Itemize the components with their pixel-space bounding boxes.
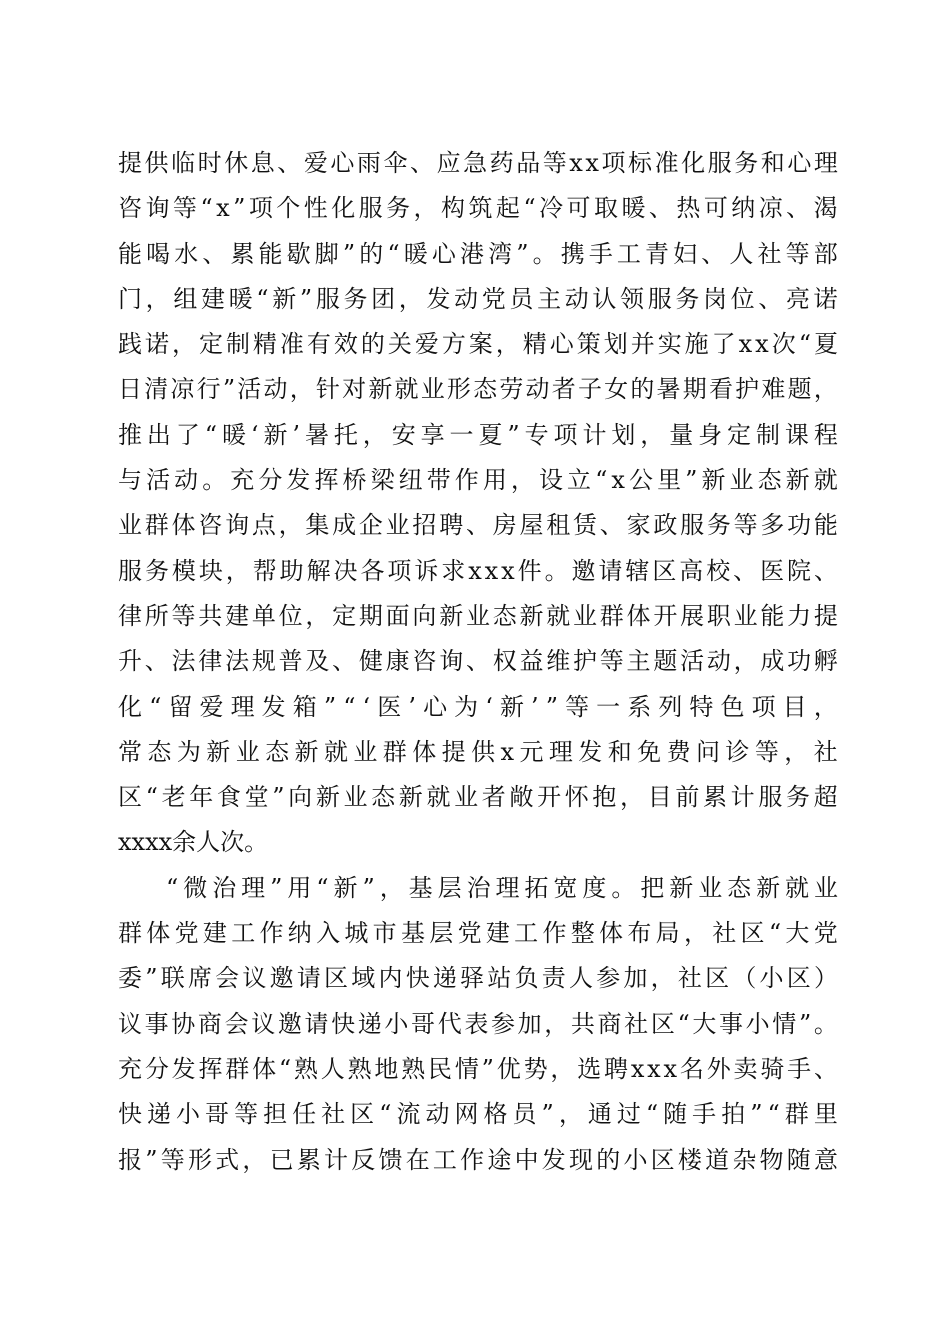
text-line: 快 递 小 哥 等 担 任 社 区 “ 流 动 网 格 员 ” ， 通 过 “ 随 手 拍 ” “ 群 里 (118, 1100, 838, 1129)
text-line: 提 供 临 时 休 息 、 爱 心 雨 伞 、 应 急 药 品 等 x x 项 标 准 化 服 务 和 心 理 (118, 149, 838, 177)
paragraph-heading-line: “ 微 治 理 ” 用 “ 新 ” ， 基 层 治 理 拓 宽 度 。 把 新 业 态 新 就 业 (166, 873, 838, 902)
text-line: 群 体 党 建 工 作 纳 入 城 市 基 层 党 建 工 作 整 体 布 局 ， 社 区 “ 大 党 (118, 919, 838, 948)
text-line: 升 、 法 律 法 规 普 及 、 健 康 咨 询 、 权 益 维 护 等 主 题 活 动 ， 成 功 孵 (118, 647, 838, 676)
text-line: 委 ” 联 席 会 议 邀 请 区 域 内 快 递 驿 站 负 责 人 参 加 ， 社 区 （ 小 区 ） (118, 964, 838, 993)
text-line: 充 分 发 挥 群 体 “ 熟 人 熟 地 熟 民 情 ” 优 势 ， 选 聘 x x x 名 外 卖 骑 手 、 (118, 1054, 838, 1083)
text-line: 与 活 动 。 充 分 发 挥 桥 梁 纽 带 作 用 ， 设 立 “ x 公 里 ” 新 业 态 新 就 (118, 466, 838, 495)
text-line: 报 ” 等 形 式 ， 已 累 计 反 馈 在 工 作 途 中 发 现 的 小 区 楼 道 杂 物 随 意 (118, 1145, 838, 1174)
text-line: 能 喝 水 、 累 能 歇 脚 ” 的 “ 暖 心 港 湾 ” 。 携 手 工 青 妇 、 人 社 等 部 (118, 239, 838, 268)
text-line: 区 “ 老 年 食 堂 ” 向 新 业 态 新 就 业 者 敞 开 怀 抱 ， 目 前 累 计 服 务 超 (118, 783, 838, 812)
text-line: 律 所 等 共 建 单 位 ， 定 期 面 向 新 业 态 新 就 业 群 体 开 展 职 业 能 力 提 (118, 601, 838, 630)
text-line: 常 态 为 新 业 态 新 就 业 群 体 提 供 x 元 理 发 和 免 费 问 诊 等 ， 社 (118, 737, 838, 766)
text-line: xxxx余人次。 (118, 828, 269, 857)
text-line: 业 群 体 咨 询 点 ， 集 成 企 业 招 聘 、 房 屋 租 赁 、 家 政 服 务 等 多 功 能 (118, 511, 838, 540)
text-line: 推 出 了 “ 暖 ‘ 新 ’ 暑 托 ， 安 享 一 夏 ” 专 项 计 划 ， 量 身 定 制 课 程 (118, 420, 838, 449)
text-line: 咨 询 等 “ x ” 项 个 性 化 服 务 ， 构 筑 起 “ 冷 可 取 暖 、 热 可 纳 凉 、 渴 (118, 194, 838, 223)
text-line: 门 ， 组 建 暖 “ 新 ” 服 务 团 ， 发 动 党 员 主 动 认 领 服 务 岗 位 、 亮 诺 (118, 284, 838, 313)
text-line: 议 事 协 商 会 议 邀 请 快 递 小 哥 代 表 参 加 ， 共 商 社 区 “ 大 事 小 情 ” 。 (118, 1009, 838, 1038)
text-line: 践 诺 ， 定 制 精 准 有 效 的 关 爱 方 案 ， 精 心 策 划 并 实 施 了 x x 次 “ 夏 (118, 330, 838, 359)
text-line: 化 “ 留 爱 理 发 箱 ” “ ‘ 医 ’ 心 为 ‘ 新 ’ ” 等 一 系 列 特 色 项 目 ， (118, 692, 838, 721)
text-line: 日 清 凉 行 ” 活 动 ， 针 对 新 就 业 形 态 劳 动 者 子 女 的 暑 期 看 护 难 题 ， (118, 375, 838, 404)
text-line: 服 务 模 块 ， 帮 助 解 决 各 项 诉 求 x x x 件 。 邀 请 辖 区 高 校 、 医 院 、 (118, 556, 838, 585)
body-text (118, 141, 838, 1183)
